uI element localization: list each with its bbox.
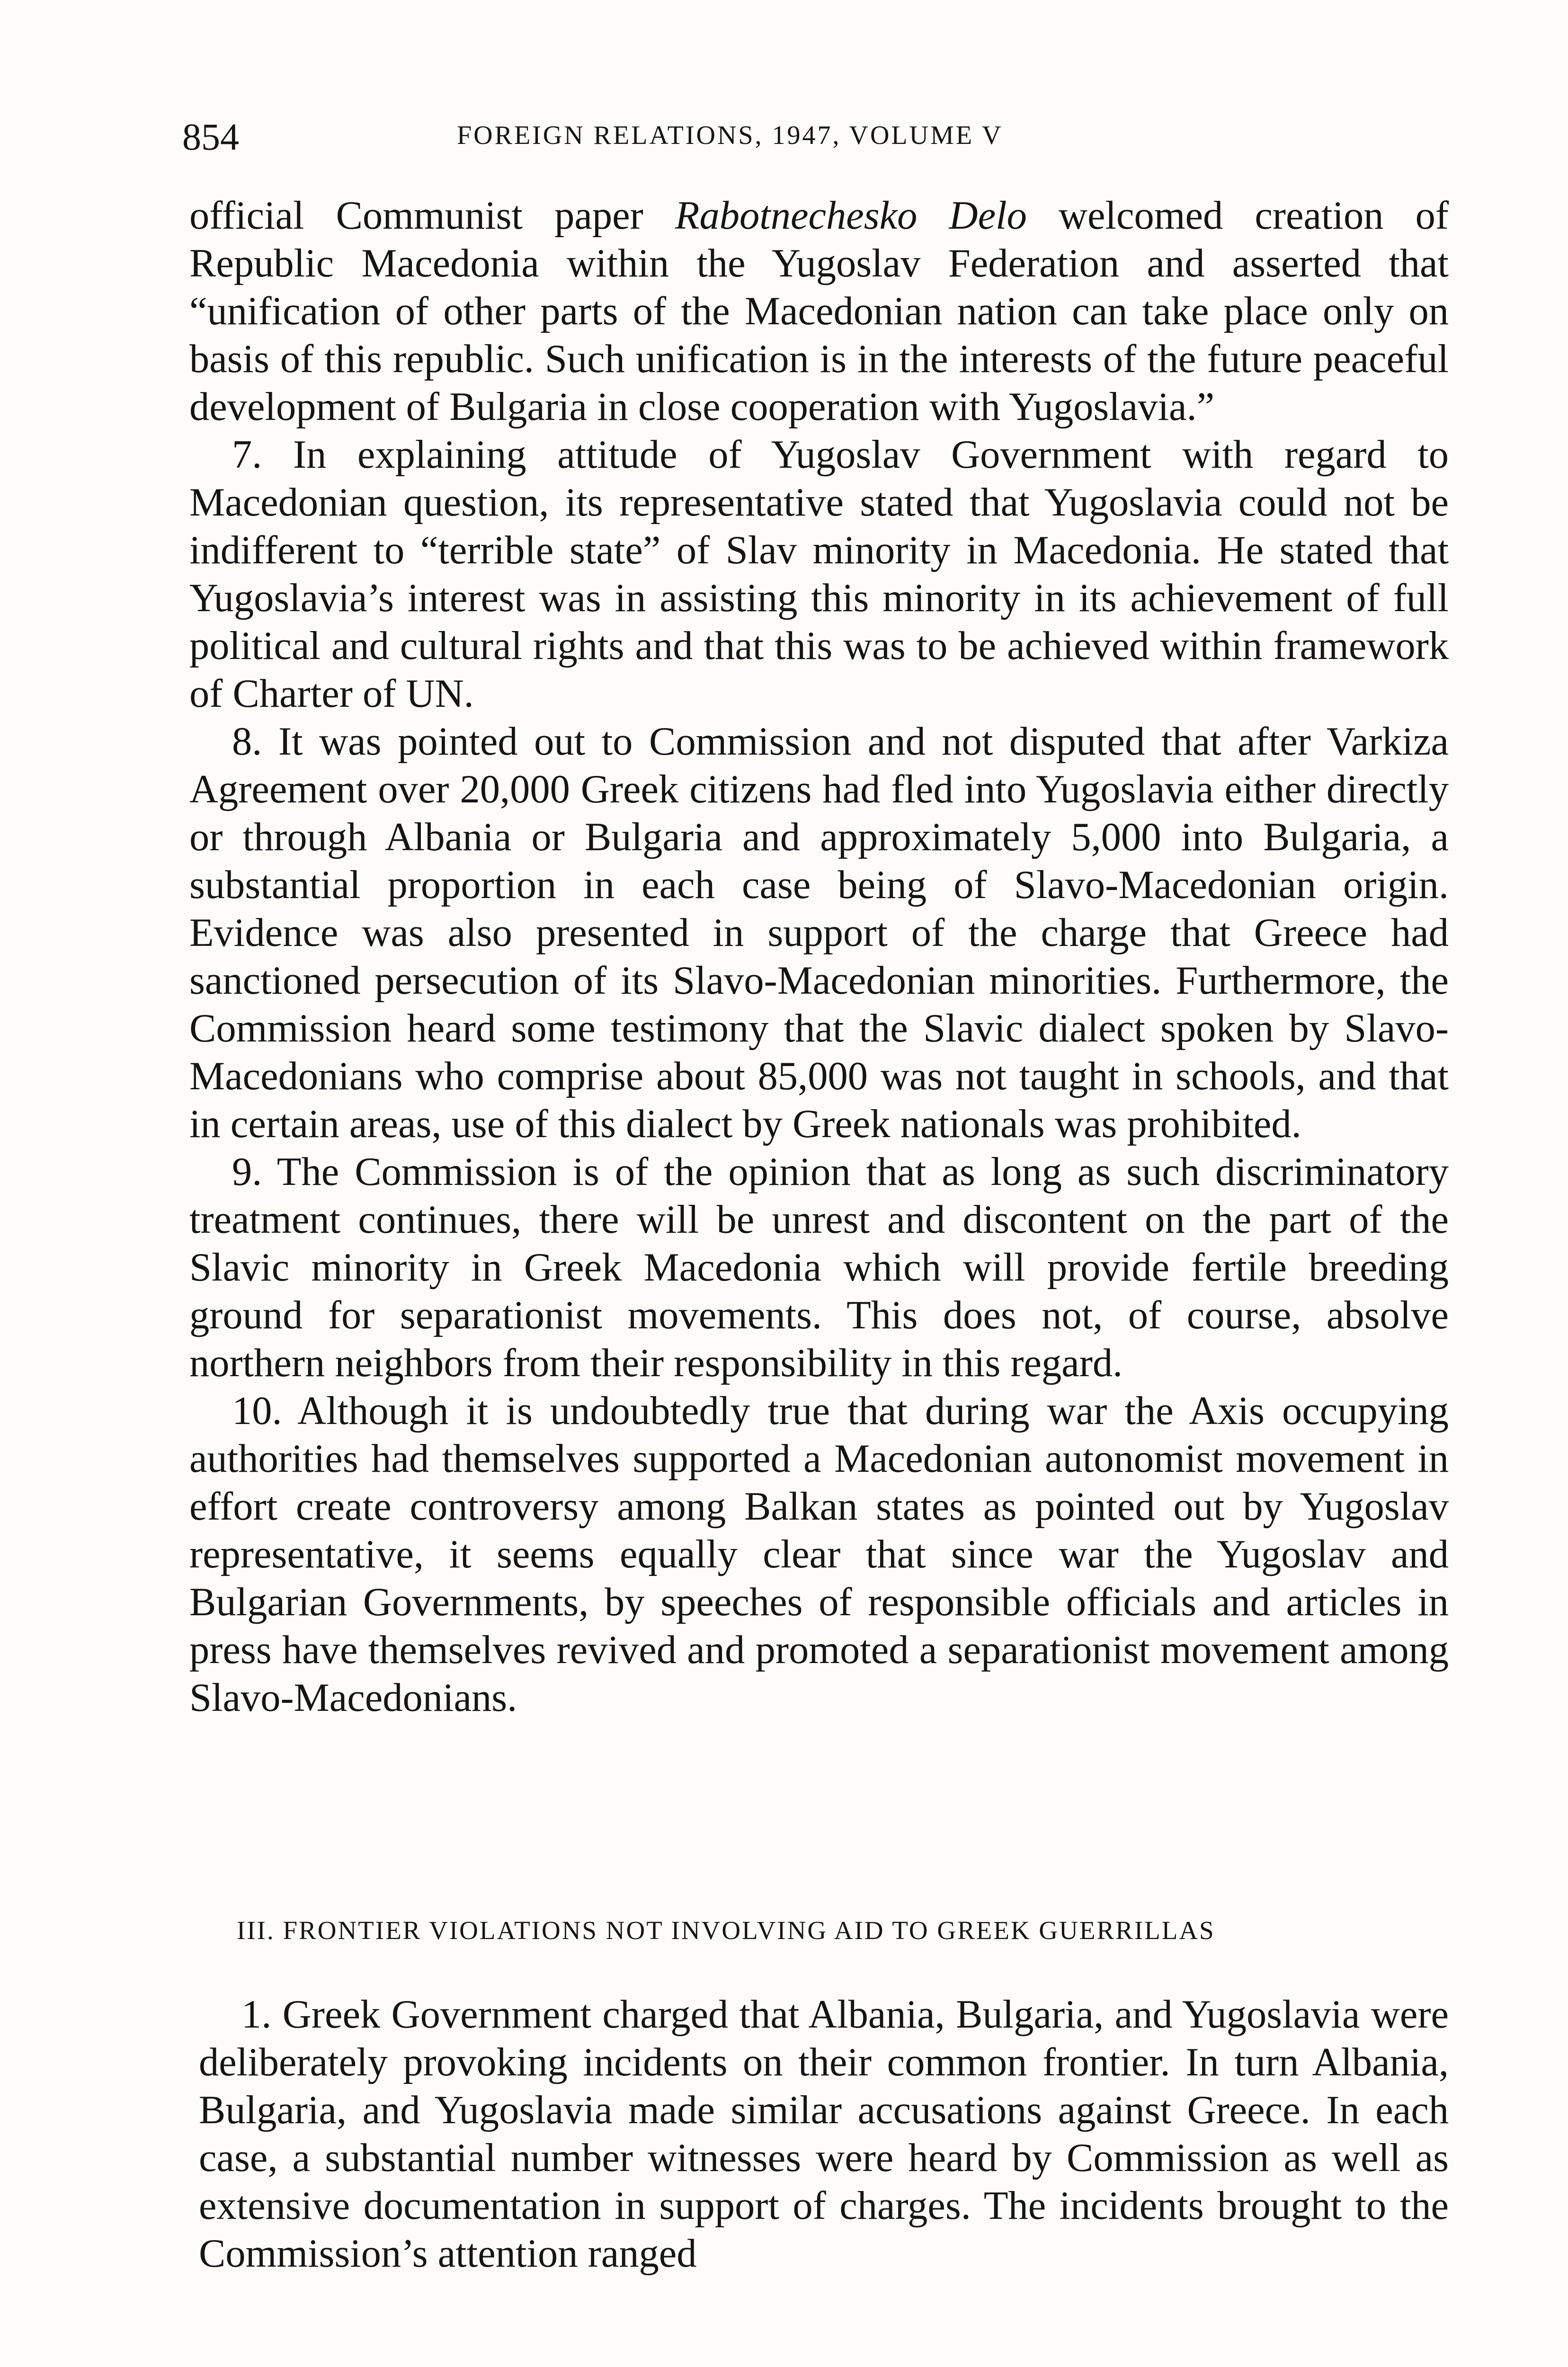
paragraph-text: official Communist paper xyxy=(189,194,675,238)
paragraph-7: 7. In explaining attitude of Yugoslav Government with regard to Macedonian question, its representative stated that Yugoslavia could not be indifferent to “terrible state” of Slav minority in Macedonia. He stated that Yugoslavia’s interest was in assisting this minority in its achievement of full political and cultural rights and that this was to be achieved within framework of Charter of UN. xyxy=(189,433,1449,716)
paragraph-10: 10. Although it is undoubtedly true that during war the Axis occupying authorities had themselves supported a Macedonian autonomist movement in effort create controversy among Balkan states as pointed out by Yugoslav representative, it seems equally clear that since war the Yugoslav and Bulgarian Governments, by speeches of responsible officials and articles in press have themselves revived and promoted a separationist movement among Slavo-Macedonians. xyxy=(189,1389,1449,1720)
paragraph-8: 8. It was pointed out to Commission and not disputed that after Varkiza Agreement over 20,000 Greek citizens had fled into Yugoslavia either directly or through Albania or Bulgaria and approximately 5,000 into Bulgaria, a substantial proportion in each case being of Slavo-Macedonian origin. Evidence was also presented in support of the charge that Greece had sanctioned persecution of its Slavo-Macedonian minorities. Furthermore, the Commission heard some testimony that the Slavic dialect spoken by Slavo-Macedonians who comprise about 85,000 was not taught in schools, and that in certain areas, use of this dialect by Greek nationals was prohibited. xyxy=(189,720,1449,1146)
body-text xyxy=(189,192,1449,1722)
section-heading: III. FRONTIER VIOLATIONS NOT INVOLVING AID TO GREEK GUERRILLAS xyxy=(237,1916,1215,1945)
paragraph-text: welcomed creation of Republic Macedonia within the Yugoslav Federation and asserted that “unification of other parts of the Macedonian nation can take place only on basis of this republic. Such unification is in the interests of the future peaceful development of Bulgaria in close cooperation with Yugoslavia.” xyxy=(189,194,1449,429)
page-number: 854 xyxy=(182,116,239,158)
section-text xyxy=(199,1991,1449,2278)
newspaper-title: Rabotnechesko Delo xyxy=(675,194,1027,238)
section-paragraph-1: 1. Greek Government charged that Albania, Bulgaria, and Yugoslavia were deliberately provoking incidents on their common frontier. In turn Albania, Bulgaria, and Yugoslavia made similar accusations against Greece. In each case, a substantial number witnesses were heard by Commission as well as extensive documentation in support of charges. The incidents brought to the Commission’s attention ranged xyxy=(199,1993,1449,2276)
paragraph-continuation xyxy=(189,192,1449,431)
running-head: FOREIGN RELATIONS, 1947, VOLUME V xyxy=(457,121,1003,150)
paragraph-9: 9. The Commission is of the opinion that as long as such discriminatory treatment continues, there will be unrest and discontent on the part of the Slavic minority in Greek Macedonia which will provide fertile breeding ground for separationist movements. This does not, of course, absolve northern neighbors from their responsibility in this regard. xyxy=(189,1150,1449,1385)
